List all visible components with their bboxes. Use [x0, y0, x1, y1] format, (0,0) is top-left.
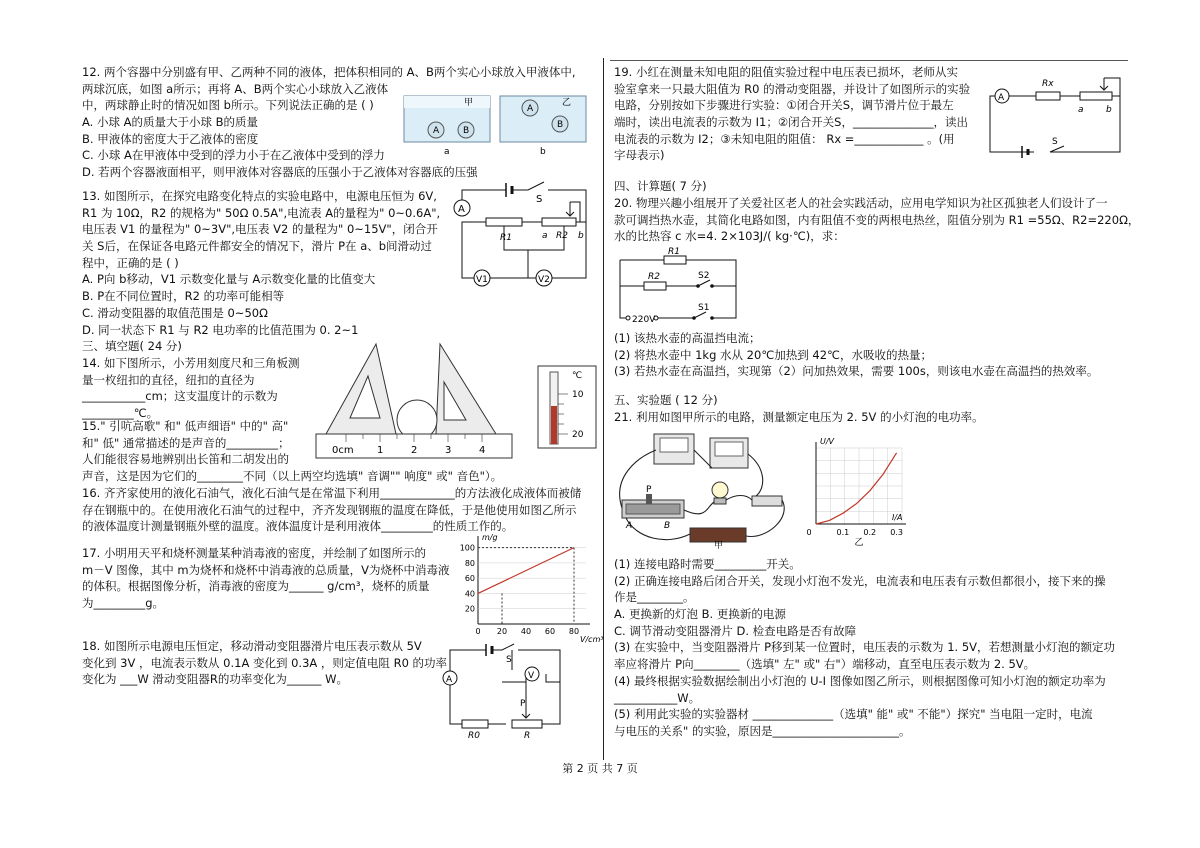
q15-line: 15." 引吭高歌" 和" 低声细语" 中的" 高"	[82, 419, 289, 433]
q21-sub-1: (1) 连接电路时需要_________开关。	[614, 557, 801, 571]
chart-caption: 乙	[854, 538, 864, 548]
x-tick-label: 0.2	[863, 528, 877, 537]
q13-option-b: B. P在不同位置时，R2 的功率可能相等	[82, 289, 285, 304]
section-4-title: 四、计算题( 7 分)	[614, 179, 707, 193]
x-tick-label: 0.3	[890, 528, 903, 537]
q12-line: 两球沉底，如图 a所示；再将 A、B两个实心小球放入乙液体	[82, 81, 389, 96]
q19-a-label: a	[1078, 105, 1084, 115]
q21-option-ab: A. 更换新的灯泡 B. 更换新的电源	[614, 607, 786, 622]
q17-mv-chart	[454, 532, 604, 644]
question-20	[614, 195, 1140, 245]
series-line	[478, 548, 574, 594]
x-tick-label: 0	[806, 528, 812, 537]
q20-s2-label: S2	[698, 271, 710, 281]
q21-b-label: B	[664, 521, 671, 531]
ball-a-2-label: A	[527, 104, 534, 114]
y-axis-label: m/g	[482, 533, 498, 542]
ruler-tick-3: 3	[445, 445, 452, 456]
v1-label: V1	[476, 275, 488, 285]
question-14	[82, 355, 312, 422]
question-19	[614, 64, 974, 164]
switch-label: S	[536, 194, 543, 205]
x-tick-label: 20	[496, 627, 508, 636]
ruler-tick-0: 0cm	[332, 445, 354, 456]
q21-sub-5-cont: 与电压的关系" 的实验，原因是______________________。	[614, 723, 911, 738]
q19-rx-label: Rx	[1042, 79, 1054, 89]
label-a: a	[444, 147, 450, 157]
bulb-icon	[712, 482, 728, 498]
q18-slider-label: P	[520, 699, 526, 709]
q20-subquestions	[614, 330, 1132, 380]
q14-line: 量一枚纽扣的直径，纽扣的直径为	[82, 372, 255, 387]
x-tick-label: 0	[475, 627, 481, 636]
q12-line: 中，两球静止时的情况如图 b所示。下列说法正确的是 ( )	[82, 98, 374, 113]
q18-switch-label: S	[506, 655, 512, 665]
q21-sub-3-cont: 率应将滑片 P向________（选填" 左" 或" 右"）端移动，直至电压表示数为 2. 5V。	[614, 657, 1036, 672]
top-rule	[610, 60, 1128, 61]
q20-voltage-label: 220V	[632, 315, 656, 325]
q21-ui-chart	[802, 436, 912, 548]
q18-r0-label: R0	[468, 731, 480, 741]
q15-line: 和" 低" 通常描述的是声音的_________；	[82, 435, 290, 450]
ruler-tick-1: 1	[377, 445, 384, 456]
q13-line: 13. 如图所示，在探究电路变化特点的实验电路中，电源电压恒为 6V,	[82, 189, 437, 203]
q19-ammeter-label: A	[998, 93, 1005, 103]
r2-label: R2	[556, 231, 568, 241]
q21-sub-2: (2) 正确连接电路后闭合开关，发现小灯泡不发光，电流表和电压表有示数但都很小，接下来的操	[614, 573, 1106, 588]
q21-option-cd: C. 调节滑动变阻器滑片 D. 检查电路是否有故障	[614, 623, 857, 638]
ruler-tick-2: 2	[411, 445, 418, 456]
section-4-heading	[614, 178, 707, 195]
question-16	[82, 485, 598, 535]
q18-line: 变化为 ___W 滑动变阻器R的功率变化为______ W。	[82, 672, 348, 687]
q21-line: 21. 利用如图甲所示的电路，测量额定电压为 2. 5V 的小灯泡的电功率。	[614, 410, 984, 424]
label-yi: 乙	[562, 98, 572, 108]
q13-circuit-figure	[456, 178, 592, 306]
label-b: b	[540, 147, 546, 157]
x-tick-label: 80	[568, 627, 580, 636]
v2-label: V2	[538, 275, 550, 285]
q21-apparatus-figure	[616, 428, 794, 551]
y-tick-label: 80	[464, 558, 475, 568]
q17-line: m－V 图像，其中 m为烧杯和烧杯中消毒液的总质量，V为烧杯中消毒液	[82, 562, 450, 577]
q18-circuit-figure	[442, 642, 572, 741]
question-17	[82, 545, 462, 612]
thermo-tick-10: 10	[572, 390, 584, 400]
ammeter-label: A	[458, 204, 465, 215]
q19-line: 验室拿来一只最大阻值为 R0 的滑动变阻器，并设计了如图所示的实验	[614, 81, 971, 96]
q13-option-c: C. 滑动变阻器的取值范围是 0~50Ω	[82, 305, 268, 320]
q21-subquestions	[614, 556, 1132, 740]
q20-line: 20. 物理兴趣小组展开了关爱社区老人的社会实践活动，应用电学知识为社区孤独老人们设计了一	[614, 196, 1108, 210]
a-label: a	[542, 231, 548, 241]
x-tick-label: 40	[520, 627, 532, 636]
x-axis-label: I/A	[892, 513, 903, 522]
y-axis-label: U/V	[820, 437, 835, 446]
ball-b-1-label: B	[463, 126, 470, 136]
q12-option-d: D. 若两个容器液面相平，则甲液体对容器底的压强小于乙液体对容器底的压强	[82, 165, 478, 180]
q20-sub-2: (2) 将热水壶中 1kg 水从 20℃加热到 42℃，水吸收的热量；	[614, 347, 932, 362]
question-15	[82, 418, 598, 485]
q14-line: _________℃。	[82, 406, 159, 421]
label-jia: 甲	[464, 98, 474, 108]
section-3-heading	[82, 338, 182, 355]
q18-r-label: R	[524, 731, 531, 741]
ball-a-1-label: A	[433, 126, 440, 136]
q14-line: ___________cm；这支温度计的示数为	[82, 389, 278, 404]
section-5-heading	[614, 392, 718, 409]
thermo-tick-20: 20	[572, 430, 584, 440]
x-tick-label: 0.1	[836, 528, 850, 537]
q17-line: 的体积。根据图像分析，消毒液的密度为______ g/cm³，烧杯的质量	[82, 579, 430, 594]
q21-jia-label: 甲	[714, 541, 724, 551]
q21-sub-5: (5) 利用此实验的实验器材 ______________（选填" 能" 或" 不能"）探究" 当电阻一定时，电流	[614, 707, 1093, 722]
q15-line: 声音，这是因为它们的________不同（以上两空均选填" 音调"" 响度" 或" 音色"）。	[82, 469, 503, 484]
q15-line: 人们能很容易地辨别出长笛和二胡发出的	[82, 452, 289, 467]
q16-line: 的液体温度计测量钢瓶外壁的温度。液体温度计是利用液体_________的性质工作的。	[82, 519, 514, 534]
q19-switch-label: S	[1052, 137, 1058, 147]
q20-r1-label: R1	[668, 247, 680, 257]
q18-ammeter-label: A	[446, 675, 453, 685]
q13-line: 程中，正确的是 ( )	[82, 255, 179, 270]
container-b	[500, 96, 586, 142]
q19-b-label: b	[1106, 105, 1112, 115]
q20-sub-3: (3) 若热水壶在高温挡，实现第（2）问加热效果，需要 100s，则该电水壶在高温挡的热效率。	[614, 364, 1099, 379]
q12-option-b: B. 甲液体的密度大于乙液体的密度	[82, 131, 259, 146]
q19-line: 端时，读出电流表的示数为 I1；②闭合开关S，______________，读出	[614, 115, 968, 130]
q20-s1-label: S1	[698, 303, 710, 313]
section-5-title: 五、实验题 ( 12 分)	[614, 393, 718, 407]
q14-line: 14. 如下图所示，小芳用刻度尺和三角板测	[82, 356, 300, 370]
b-label: b	[578, 231, 584, 241]
q13-option-d: D. 同一状态下 R1 与 R2 电功率的比值范围为 0. 2~1	[82, 322, 359, 337]
q20-line: 款可调挡热水壶，其简化电路如图，内有阻值不变的两根电热丝，阻值分别为 R1 =55Ω、R2=220Ω，	[614, 212, 1140, 227]
q19-line: 19. 小红在测量未知电阻的阻值实验过程中电压表已损坏，老师从实	[614, 65, 958, 79]
q19-line: 电流表的示数为 I2；③未知电阻的阻值： Rx =____________ 。(用	[614, 131, 955, 146]
q17-line: 为_________g。	[82, 596, 165, 611]
section-3-title: 三、填空题( 24 分)	[82, 339, 182, 353]
page-footer: 第 2 页 共 7 页	[562, 762, 638, 775]
thermo-unit: ℃	[572, 371, 583, 381]
q13-line: 电压表 V1 的量程为" 0~3V",电压表 V2 的量程为" 0~15V"，闭合开	[82, 222, 438, 237]
ruler-tick-4: 4	[479, 445, 486, 456]
q20-line: 水的比热容 c 水=4. 2×103J/( kg·℃)，求：	[614, 229, 845, 244]
column-divider	[603, 58, 604, 760]
q12-option-a: A. 小球 A的质量大于小球 B的质量	[82, 115, 259, 130]
q20-sub-1: (1) 该热水壶的高温挡电流；	[614, 331, 761, 345]
y-tick-label: 20	[464, 604, 475, 614]
q21-sub-4: (4) 最终根据实验数据绘制出小灯泡的 U-I 图像如图乙所示，则根据图像可知小灯泡的额定功率为	[614, 673, 1106, 688]
q21-slider-label: P	[646, 485, 652, 495]
q13-option-a: A. P向 b移动，V1 示数变化量与 A示数变化量的比值变大	[82, 272, 376, 287]
q13-line: 关 S后，在保证各电路元件都安全的情况下，滑片 P在 a、b间滑动过	[82, 239, 433, 254]
x-axis-label: V/cm³	[580, 635, 604, 644]
y-tick-label: 100	[459, 543, 475, 553]
q21-a-label: A	[626, 521, 633, 531]
question-18	[82, 638, 452, 688]
y-tick-label: 60	[464, 574, 475, 584]
q12-line: 12. 两个容器中分别盛有甲、乙两种不同的液体，把体积相同的 A、B两个实心小球放入甲液体中,	[82, 65, 576, 79]
x-tick-label: 60	[544, 627, 556, 636]
question-21	[614, 409, 1132, 426]
q21-sub-3: (3) 在实验中，当变阻器滑片 P移到某一位置时，电压表的示数为 1. 5V，若想测量小灯泡的额定功	[614, 640, 1115, 655]
q21-sub-4-cont: ___________W。	[614, 690, 701, 705]
q19-line: 字母表示)	[614, 148, 665, 163]
q20-circuit-figure	[616, 246, 746, 328]
switch-device	[752, 496, 782, 506]
q13-line: R1 为 10Ω，R2 的规格为" 50Ω 0.5A",电流表 A的量程为" 0~0.6A",	[82, 205, 441, 220]
ball-b-2-label: B	[557, 120, 564, 130]
q19-line: 电路，分别按如下步骤进行实验：①闭合开关S，调节滑片位于最左	[614, 98, 954, 113]
q16-line: 存在钢瓶中的。在使用液化石油气的过程中，齐齐发现钢瓶的温度在降低，于是他使用如图乙所示	[82, 502, 577, 517]
q12-containers-figure	[400, 94, 590, 156]
series-curve	[816, 453, 897, 524]
q20-r2-label: R2	[648, 272, 660, 282]
q18-voltmeter-label: V	[528, 671, 535, 681]
q19-circuit-figure	[984, 72, 1130, 162]
r1-label: R1	[500, 233, 512, 243]
q17-line: 17. 小明用天平和烧杯测量某种消毒液的密度，并绘制了如图所示的	[82, 546, 426, 560]
battery-device	[690, 528, 746, 542]
y-tick-label: 40	[464, 589, 475, 599]
container-a-top	[404, 96, 490, 108]
q21-sub-2-cont: 作是________。	[614, 590, 695, 605]
q18-line: 变化到 3V ，电流表示数从 0.1A 变化到 0.3A ，则定值电阻 R0 的功率	[82, 655, 448, 670]
q12-option-c: C. 小球 A在甲液体中受到的浮力小于在乙液体中受到的浮力	[82, 148, 385, 163]
q16-line: 16. 齐齐家使用的液化石油气，液化石油气是在常温下利用_____________的方法液化成液体而被储	[82, 486, 582, 500]
q18-line: 18. 如图所示电源电压恒定，移动滑动变阻器滑片电压表示数从 5V	[82, 639, 422, 653]
